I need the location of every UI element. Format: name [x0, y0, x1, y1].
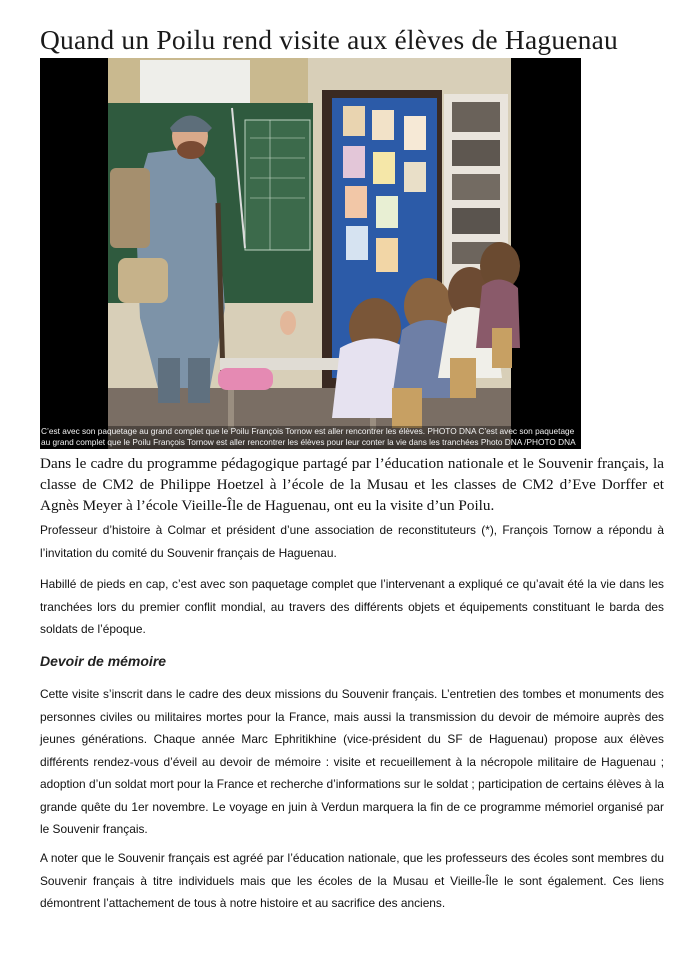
- paragraph-3: Cette visite s’inscrit dans le cadre des deux missions du Souvenir français. L’entretien des tombes et monuments des personnes civiles ou militaires mortes pour la France, mais aussi la transmission du devoir de mémoire auprès des jeunes générations. Chaque année Marc Ephritikhine (vice-président du SF de Haguenau) propose aux élèves différents rendez-vous d’éveil au devoir de mémoire : visite et recueillement à la nécropole militaire de Haguenau ; adoption d’un soldat mort pour la France et recherche d’informations sur le soldat ; participation de certains élèves à la grande quête du 1er novembre. Le voyage en juin à Verdun marquera la fin de ce programme mémoriel organisé par le Souvenir français.: [40, 687, 664, 836]
- classroom-photo-illustration: [40, 58, 581, 449]
- paragraph-1: Professeur d’histoire à Colmar et président d’une association de reconstituteurs (*), François Tornow a répondu à l’invitation du comité du Souvenir français de Haguenau.: [40, 523, 664, 560]
- article-photo: [40, 58, 581, 449]
- paragraph-4: A noter que le Souvenir français est agréé par l’éducation nationale, que les professeurs des écoles sont membres du Souvenir français à titre individuels mais que les écoles de la Musau et Vieille-Île le sont également. Ces liens démontrent l’attachement de tous à notre histoire et au sacrifice des anciens.: [40, 851, 664, 910]
- paragraph-2: Habillé de pieds en cap, c’est avec son paquetage complet que l’intervenant a expliqué ce qu’avait été la vie dans les tranchées lors du premier conflit mondial, au travers des différents objets et équipements constituant le barda des soldats de l’époque.: [40, 577, 664, 636]
- article-title: Quand un Poilu rend visite aux élèves de Haguenau: [40, 24, 618, 55]
- article-lead: Dans le cadre du programme pédagogique partagé par l’éducation nationale et le Souvenir français, la classe de CM2 de Philippe Hoetzel à l’école de la Musau et les classes de CM2 d’Eve Dorffer et Agnès Meyer à l’école Vieille-Île de Haguenau, ont eu la visite d’un Poilu.: [40, 455, 664, 514]
- section-subheading: Devoir de mémoire: [40, 653, 167, 669]
- photo-caption: C’est avec son paquetage au grand complet que le Poilu François Tornow est aller rencontrer les élèves. PHOTO DNA C’est avec son paquetage au grand complet que le Poilu François Tornow est aller rencontrer les élèves pour leur conter la vie dans les tranchées Photo DNA /PHOTO DNA: [40, 426, 581, 449]
